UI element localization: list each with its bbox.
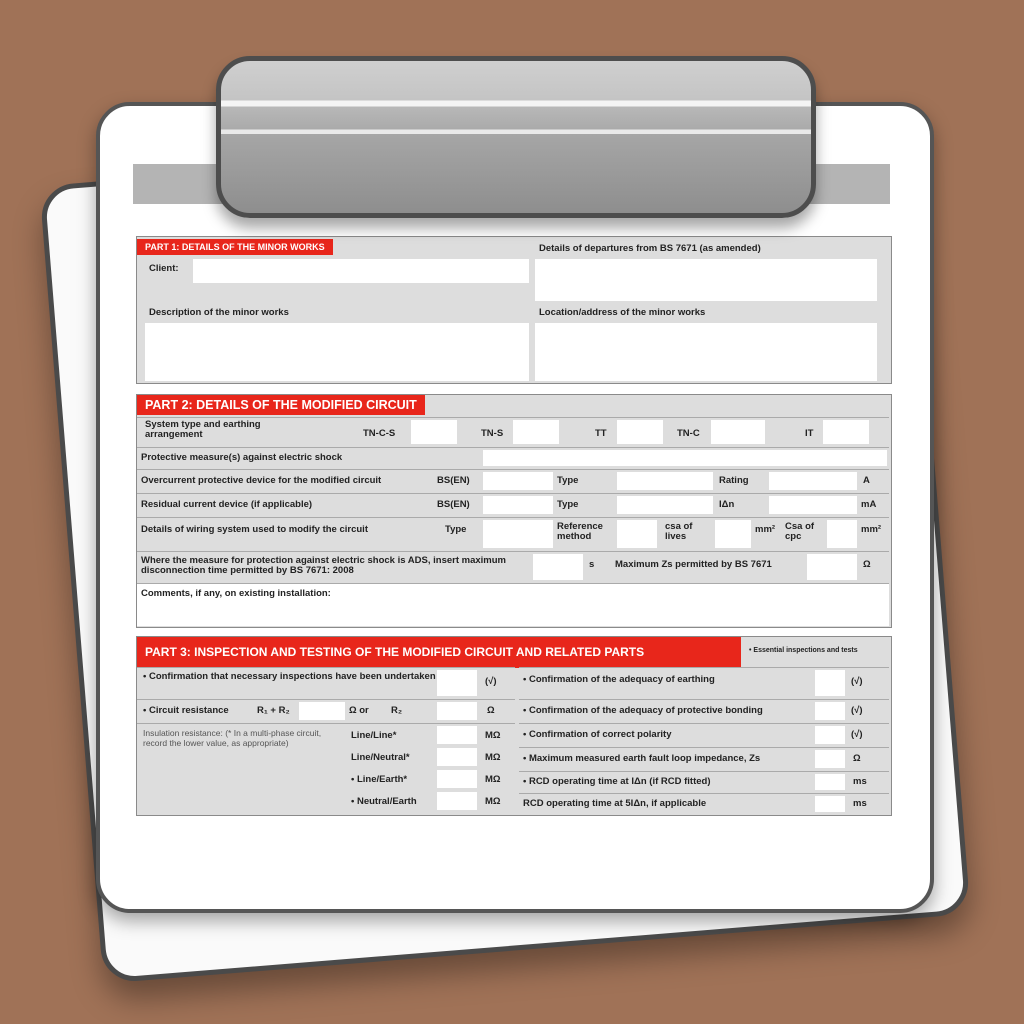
line-line-field[interactable]	[437, 726, 477, 744]
departures-label: Details of departures from BS 7671 (as amended)	[539, 243, 761, 254]
ocpd-type-label: Type	[557, 475, 579, 486]
wiring-ref-method-label: Reference method	[557, 521, 603, 542]
rcd-label: Residual current device (if applicable)	[141, 499, 313, 510]
line-earth-unit: MΩ	[485, 774, 501, 785]
insulation-resistance-block	[137, 723, 515, 814]
adequacy-bonding-row	[519, 699, 889, 722]
wiring-type-field[interactable]	[483, 520, 553, 548]
location-label: Location/address of the minor works	[539, 307, 706, 318]
wiring-csa-cpc-label: Csa of cpc	[785, 521, 815, 542]
system-tt-box[interactable]	[617, 420, 663, 444]
ocpd-label: Overcurrent protective device for the modified circuit	[141, 475, 382, 486]
system-it-box[interactable]	[823, 420, 869, 444]
system-tncs-label: TN-C-S	[363, 428, 396, 439]
part3-title: PART 3: INSPECTION AND TESTING OF THE MODIFIED CIRCUIT AND RELATED PARTS	[137, 637, 741, 668]
protective-measure-field[interactable]	[483, 450, 887, 466]
confirm-inspections-tick: (√)	[485, 676, 497, 687]
r1r2-unit-or: Ω or	[349, 705, 369, 716]
rcd-bsen-field[interactable]	[483, 496, 553, 514]
wiring-row	[137, 517, 889, 550]
adequacy-bonding-tick: (√)	[851, 705, 863, 716]
wiring-csa-lives-field[interactable]	[715, 520, 751, 548]
clipboard-clip-icon	[216, 56, 816, 218]
polarity-row	[519, 723, 889, 746]
adequacy-earthing-label: • Confirmation of the adequacy of earthing	[523, 674, 715, 685]
part1-title: PART 1: DETAILS OF THE MINOR WORKS	[137, 239, 333, 255]
polarity-field[interactable]	[815, 726, 845, 744]
r2-unit: Ω	[487, 705, 495, 716]
neutral-earth-field[interactable]	[437, 792, 477, 810]
polarity-label: • Confirmation of correct polarity	[523, 729, 672, 740]
system-tnc-box[interactable]	[711, 420, 765, 444]
part1-section	[136, 236, 892, 384]
system-it-label: IT	[805, 428, 814, 439]
r1r2-field[interactable]	[299, 702, 345, 720]
wiring-label: Details of wiring system used to modify the circuit	[141, 524, 368, 535]
ocpd-bsen-label: BS(EN)	[437, 475, 470, 486]
system-tnc-label: TN-C	[677, 428, 700, 439]
ads-seconds-unit: s	[589, 559, 595, 570]
rcd-time5-field[interactable]	[815, 796, 845, 812]
max-loop-field[interactable]	[815, 750, 845, 768]
line-earth-field[interactable]	[437, 770, 477, 788]
neutral-earth-unit: MΩ	[485, 796, 501, 807]
ads-time-field[interactable]	[533, 554, 583, 580]
rcd-time5-row	[519, 793, 889, 814]
rcd-ma-unit: mA	[861, 499, 877, 510]
max-zs-label: Maximum Zs permitted by BS 7671	[615, 559, 772, 570]
client-label: Client:	[149, 263, 179, 274]
protective-measure-label: Protective measure(s) against electric shock	[141, 452, 343, 463]
rcd-row	[137, 493, 889, 516]
rcd-type-label: Type	[557, 499, 579, 510]
part3-note: • Essential inspections and tests	[749, 647, 858, 654]
rcd-time-field[interactable]	[815, 774, 845, 790]
adequacy-earthing-field[interactable]	[815, 670, 845, 696]
system-tns-box[interactable]	[513, 420, 559, 444]
description-label: Description of the minor works	[149, 307, 289, 318]
ads-label: Where the measure for protection against electric shock is ADS, insert maximum disconnection time permitted by BS 7671: 2008	[141, 555, 506, 576]
system-tt-label: TT	[595, 428, 607, 439]
line-earth-label: • Line/Earth*	[351, 774, 408, 785]
protective-measure-row	[137, 447, 889, 468]
rcd-time-unit: ms	[853, 776, 867, 787]
part2-title: PART 2: DETAILS OF THE MODIFIED CIRCUIT	[137, 395, 425, 415]
r2-field[interactable]	[437, 702, 477, 720]
part2-section	[136, 394, 892, 628]
part3-section	[136, 636, 892, 816]
rcd-time5-unit: ms	[853, 798, 867, 809]
rcd-bsen-label: BS(EN)	[437, 499, 470, 510]
line-neutral-label: Line/Neutral*	[351, 752, 410, 763]
max-loop-unit: Ω	[853, 753, 861, 764]
ocpd-amp-unit: A	[863, 475, 870, 486]
max-zs-field[interactable]	[807, 554, 857, 580]
wiring-ref-method-field[interactable]	[617, 520, 657, 548]
wiring-csa-cpc-field[interactable]	[827, 520, 857, 548]
client-field[interactable]	[193, 259, 529, 283]
departures-field[interactable]	[535, 259, 877, 301]
line-neutral-unit: MΩ	[485, 752, 501, 763]
ocpd-rating-label: Rating	[719, 475, 749, 486]
system-tns-label: TN-S	[481, 428, 504, 439]
adequacy-bonding-field[interactable]	[815, 702, 845, 720]
system-type-label: System type and earthing arrangement	[145, 419, 261, 440]
adequacy-earthing-row	[519, 667, 889, 698]
comments-label: Comments, if any, on existing installation:	[141, 588, 331, 599]
max-zs-unit: Ω	[863, 559, 871, 570]
max-loop-row	[519, 747, 889, 770]
confirm-inspections-field[interactable]	[437, 670, 477, 696]
r2-label: R₂	[391, 705, 403, 716]
wiring-type-label: Type	[445, 524, 467, 535]
circuit-resistance-label: • Circuit resistance	[143, 705, 229, 716]
ocpd-rating-field[interactable]	[769, 472, 857, 490]
line-line-unit: MΩ	[485, 730, 501, 741]
rcd-time-label: • RCD operating time at IΔn (if RCD fitted)	[523, 776, 711, 787]
r1r2-label: R₁ + R₂	[257, 705, 290, 716]
rcd-idn-label: IΔn	[719, 499, 735, 510]
max-loop-label: • Maximum measured earth fault loop impedance, Zs	[523, 753, 761, 764]
insulation-resistance-label: Insulation resistance: (* In a multi-phase circuit, record the lower value, as appropriate)	[143, 728, 322, 748]
rcd-idn-field[interactable]	[769, 496, 857, 514]
system-tncs-box[interactable]	[411, 420, 457, 444]
adequacy-bonding-label: • Confirmation of the adequacy of protective bonding	[523, 705, 763, 716]
rcd-time-row	[519, 771, 889, 792]
ads-row	[137, 551, 889, 582]
rcd-type-field[interactable]	[617, 496, 713, 514]
confirm-inspections-row	[137, 667, 515, 698]
wiring-csa-lives-label: csa of lives	[665, 521, 693, 542]
minor-works-form	[136, 232, 892, 816]
adequacy-earthing-tick: (√)	[851, 676, 863, 687]
location-field[interactable]	[535, 323, 877, 381]
wiring-csa-lives-unit: mm²	[755, 524, 776, 535]
confirm-inspections-label: • Confirmation that necessary inspections have been undertaken	[143, 671, 436, 682]
neutral-earth-label: • Neutral/Earth	[351, 796, 417, 807]
polarity-tick: (√)	[851, 729, 863, 740]
line-line-label: Line/Line*	[351, 730, 397, 741]
wiring-csa-cpc-unit: mm²	[861, 524, 882, 535]
ocpd-type-field[interactable]	[617, 472, 713, 490]
line-neutral-field[interactable]	[437, 748, 477, 766]
description-field[interactable]	[145, 323, 529, 381]
rcd-time5-label: RCD operating time at 5IΔn, if applicable	[523, 798, 707, 809]
comments-row[interactable]	[137, 583, 889, 626]
system-type-row	[137, 417, 889, 446]
circuit-resistance-row	[137, 699, 515, 722]
ocpd-row	[137, 469, 889, 492]
ocpd-bsen-field[interactable]	[483, 472, 553, 490]
